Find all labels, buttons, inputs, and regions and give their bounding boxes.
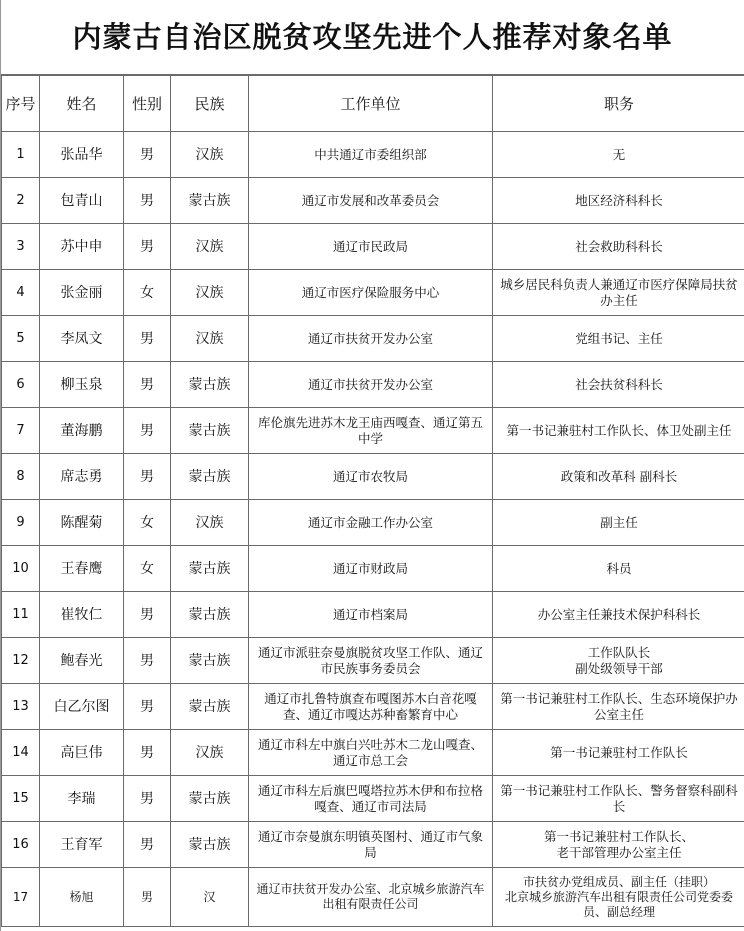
table-row (2, 592, 744, 638)
cell-position-line: 老干部管理办公室主任 (556, 844, 682, 860)
cell-position: 无 (493, 132, 744, 178)
cell-gender: 男 (124, 132, 171, 178)
cell-name: 王育军 (40, 822, 124, 868)
table-row (2, 362, 744, 408)
cell-index: 13 (2, 684, 40, 730)
cell-work-unit: 通辽市扎鲁特旗查布嘎图苏木白音花嘎查、通辽市嘎达苏种畜繁育中心 (249, 684, 493, 730)
cell-gender: 女 (124, 500, 171, 546)
cell-position: 党组书记、主任 (493, 316, 744, 362)
cell-index: 14 (2, 730, 40, 776)
cell-position (493, 822, 744, 868)
table-row (2, 408, 744, 454)
table-body (2, 132, 744, 927)
cell-gender: 男 (124, 822, 171, 868)
cell-position: 第一书记兼驻村工作队长、警务督察科副科长 (493, 776, 744, 822)
header-ethnicity: 民族 (171, 76, 249, 132)
cell-name: 白乙尔图 (40, 684, 124, 730)
cell-index: 17 (2, 868, 40, 927)
cell-position-line: 北京城乡旅游汽车出租有限责任公司党委委员、副总经理 (504, 889, 733, 919)
cell-name: 柳玉泉 (40, 362, 124, 408)
table-row (2, 684, 744, 730)
cell-name: 王春鹰 (40, 546, 124, 592)
cell-name: 鲍春光 (40, 638, 124, 684)
cell-index: 16 (2, 822, 40, 868)
cell-ethnicity: 汉 (171, 868, 249, 927)
cell-name: 席志勇 (40, 454, 124, 500)
cell-position (493, 638, 744, 684)
cell-ethnicity: 蒙古族 (171, 776, 249, 822)
cell-gender: 男 (124, 178, 171, 224)
cell-position: 地区经济科科长 (493, 178, 744, 224)
cell-ethnicity: 蒙古族 (171, 178, 249, 224)
page-title: 内蒙古自治区脱贫攻坚先进个人推荐对象名单 (1, 0, 744, 75)
header-row (2, 76, 744, 132)
cell-work-unit: 库伦旗先进苏木龙王庙西嘎查、通辽第五中学 (249, 408, 493, 454)
cell-name: 苏中申 (40, 224, 124, 270)
cell-ethnicity: 汉族 (171, 224, 249, 270)
cell-name: 李瑞 (40, 776, 124, 822)
cell-index: 6 (2, 362, 40, 408)
cell-ethnicity: 蒙古族 (171, 408, 249, 454)
cell-index: 8 (2, 454, 40, 500)
cell-ethnicity: 蒙古族 (171, 822, 249, 868)
cell-work-unit: 中共通辽市委组织部 (249, 132, 493, 178)
cell-index: 7 (2, 408, 40, 454)
cell-index: 5 (2, 316, 40, 362)
cell-name: 陈醒菊 (40, 500, 124, 546)
cell-name: 李凤文 (40, 316, 124, 362)
cell-gender: 男 (124, 868, 171, 927)
table-row (2, 500, 744, 546)
cell-name: 张金丽 (40, 270, 124, 316)
header-gender: 性别 (124, 76, 171, 132)
cell-index: 2 (2, 178, 40, 224)
cell-position (493, 868, 744, 927)
table-row (2, 638, 744, 684)
table-row (2, 316, 744, 362)
cell-gender: 男 (124, 638, 171, 684)
table-row (2, 546, 744, 592)
table-row (2, 454, 744, 500)
cell-gender: 男 (124, 362, 171, 408)
header-name: 姓名 (40, 76, 124, 132)
header-index: 序号 (2, 76, 40, 132)
cell-ethnicity: 汉族 (171, 730, 249, 776)
cell-index: 12 (2, 638, 40, 684)
header-work-unit: 工作单位 (249, 76, 493, 132)
cell-ethnicity: 汉族 (171, 132, 249, 178)
cell-ethnicity: 汉族 (171, 270, 249, 316)
cell-work-unit: 通辽市扶贫开发办公室、北京城乡旅游汽车出租有限责任公司 (249, 868, 493, 927)
cell-gender: 男 (124, 730, 171, 776)
cell-gender: 女 (124, 546, 171, 592)
cell-position: 科员 (493, 546, 744, 592)
cell-gender: 男 (124, 224, 171, 270)
table-row (2, 178, 744, 224)
cell-ethnicity: 蒙古族 (171, 638, 249, 684)
cell-work-unit: 通辽市科左后旗巴嘎塔拉苏木伊和布拉格嘎查、通辽市司法局 (249, 776, 493, 822)
table-row (2, 224, 744, 270)
cell-name: 高巨伟 (40, 730, 124, 776)
header-position: 职务 (493, 76, 744, 132)
cell-position: 第一书记兼驻村工作队长、生态环境保护办公室主任 (493, 684, 744, 730)
cell-ethnicity: 蒙古族 (171, 362, 249, 408)
table-row (2, 776, 744, 822)
table-row (2, 270, 744, 316)
cell-gender: 女 (124, 270, 171, 316)
cell-index: 9 (2, 500, 40, 546)
cell-ethnicity: 蒙古族 (171, 546, 249, 592)
cell-ethnicity: 汉族 (171, 316, 249, 362)
cell-position: 副主任 (493, 500, 744, 546)
cell-position-line: 副处级领导干部 (575, 660, 663, 676)
cell-gender: 男 (124, 454, 171, 500)
table-row (2, 822, 744, 868)
cell-name: 崔牧仁 (40, 592, 124, 638)
cell-work-unit: 通辽市医疗保险服务中心 (249, 270, 493, 316)
cell-name: 张品华 (40, 132, 124, 178)
cell-position: 第一书记兼驻村工作队长 (493, 730, 744, 776)
cell-name: 董海鹏 (40, 408, 124, 454)
cell-ethnicity: 蒙古族 (171, 592, 249, 638)
cell-work-unit: 通辽市扶贫开发办公室 (249, 316, 493, 362)
cell-ethnicity: 蒙古族 (171, 684, 249, 730)
cell-work-unit: 通辽市科左中旗白兴吐苏木二龙山嘎查、通辽市总工会 (249, 730, 493, 776)
cell-work-unit: 通辽市派驻奈曼旗脱贫攻坚工作队、通辽市民族事务委员会 (249, 638, 493, 684)
cell-position: 政策和改革科 副科长 (493, 454, 744, 500)
cell-gender: 男 (124, 408, 171, 454)
cell-index: 4 (2, 270, 40, 316)
cell-position-line: 工作队队长 (587, 644, 651, 660)
cell-ethnicity: 汉族 (171, 500, 249, 546)
cell-work-unit: 通辽市民政局 (249, 224, 493, 270)
table-row (2, 730, 744, 776)
cell-position: 社会扶贫科科长 (493, 362, 744, 408)
cell-work-unit: 通辽市扶贫开发办公室 (249, 362, 493, 408)
table-row (2, 132, 744, 178)
cell-gender: 男 (124, 776, 171, 822)
roster-table (1, 75, 744, 927)
cell-work-unit: 通辽市档案局 (249, 592, 493, 638)
cell-index: 3 (2, 224, 40, 270)
cell-work-unit: 通辽市农牧局 (249, 454, 493, 500)
cell-position: 办公室主任兼技术保护科科长 (493, 592, 744, 638)
cell-position: 社会救助科科长 (493, 224, 744, 270)
cell-name: 杨旭 (40, 868, 124, 927)
cell-position: 城乡居民科负责人兼通辽市医疗保障局扶贫办主任 (493, 270, 744, 316)
cell-index: 15 (2, 776, 40, 822)
cell-name: 包青山 (40, 178, 124, 224)
cell-work-unit: 通辽市奈曼旗东明镇英图村、通辽市气象局 (249, 822, 493, 868)
cell-index: 11 (2, 592, 40, 638)
cell-position-line: 市扶贫办党组成员、副主任（挂职） (522, 874, 715, 889)
cell-index: 1 (2, 132, 40, 178)
cell-gender: 男 (124, 684, 171, 730)
cell-gender: 男 (124, 592, 171, 638)
cell-ethnicity: 蒙古族 (171, 454, 249, 500)
cell-work-unit: 通辽市发展和改革委员会 (249, 178, 493, 224)
cell-work-unit: 通辽市金融工作办公室 (249, 500, 493, 546)
table-row (2, 868, 744, 927)
cell-gender: 男 (124, 316, 171, 362)
cell-work-unit: 通辽市财政局 (249, 546, 493, 592)
cell-position-line: 第一书记兼驻村工作队长、 (543, 828, 694, 844)
cell-index: 10 (2, 546, 40, 592)
cell-position: 第一书记兼驻村工作队长、体卫处副主任 (493, 408, 744, 454)
